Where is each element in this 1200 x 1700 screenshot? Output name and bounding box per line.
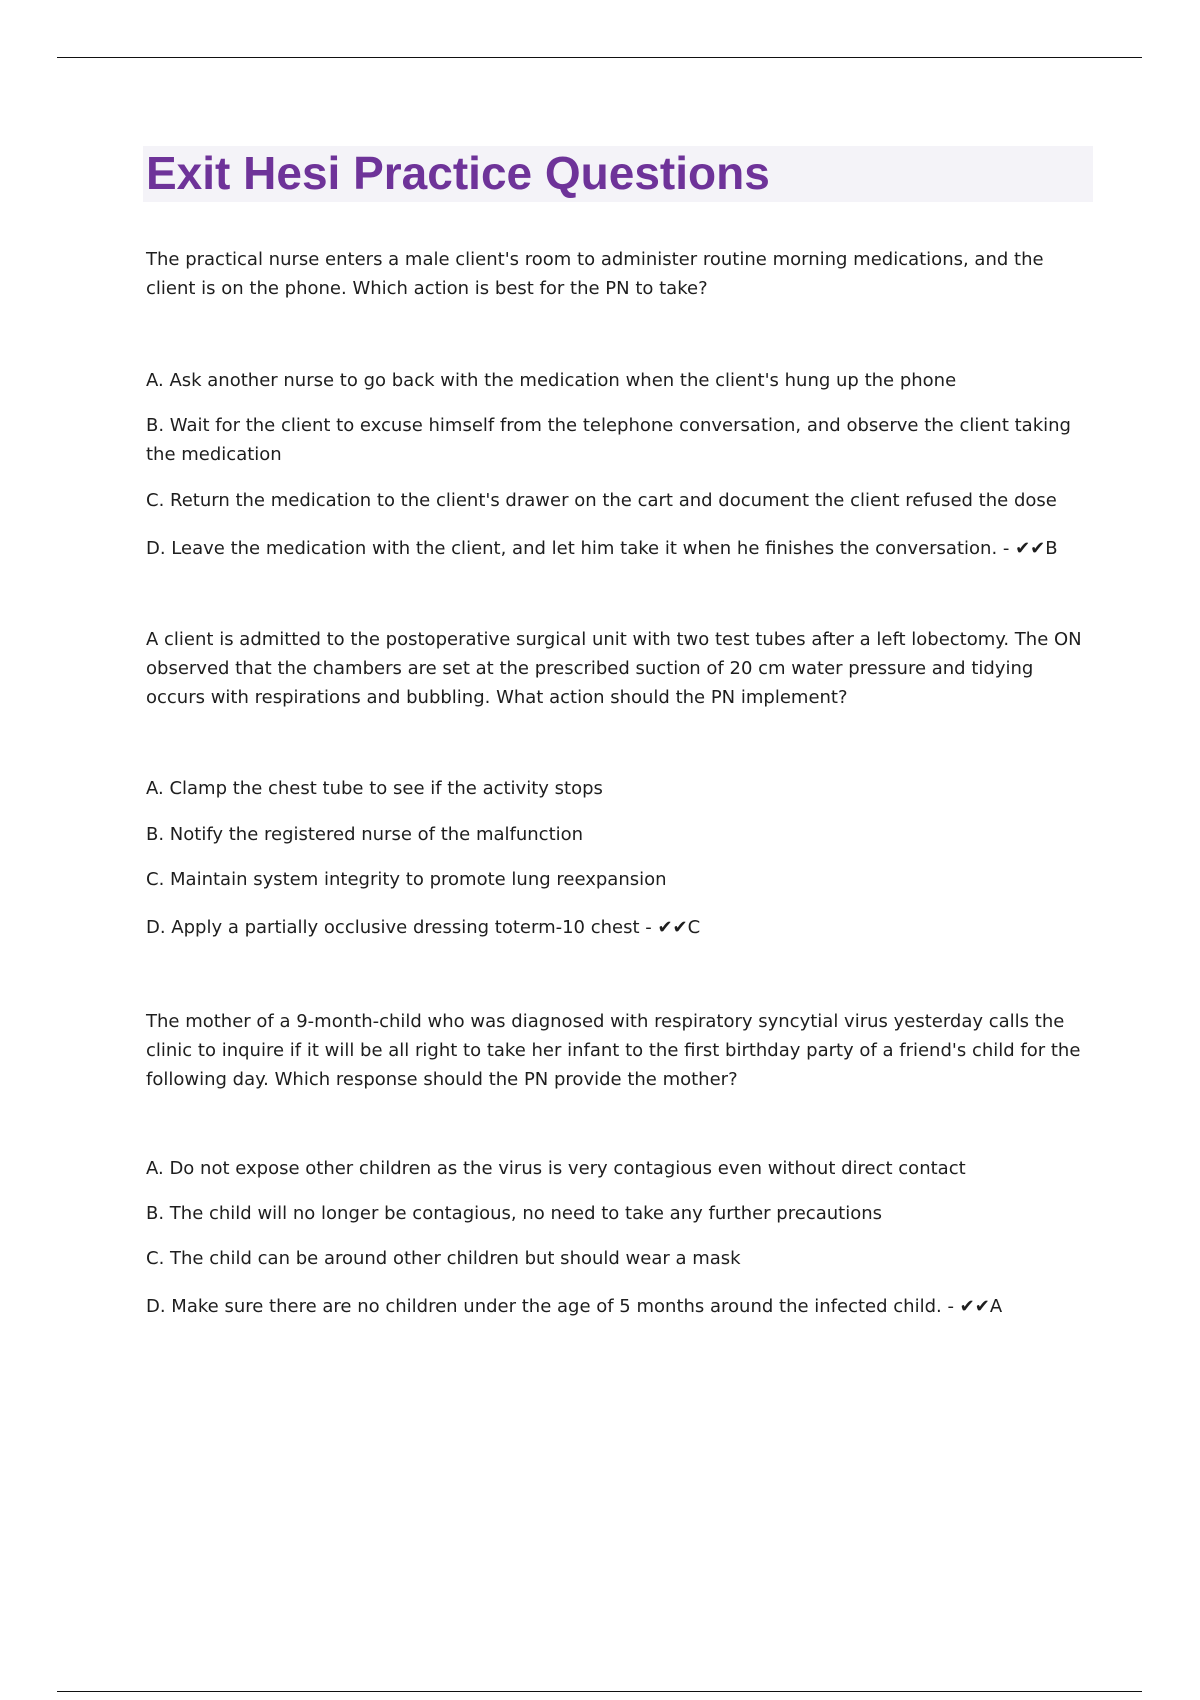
option-d-text: D. Leave the medication with the client, and let him take it when he finishes the conversation. - ✔✔B bbox=[146, 538, 1058, 559]
document-title: Exit Hesi Practice Questions bbox=[146, 147, 770, 199]
question-3-text: The mother of a 9-month-child who was diagnosed with respiratory syncytial virus yesterday calls the clinic to inquire if it will be all right to take her infant to the first birthday party of a friend's child for the following day. Which response should the PN provide the mother? bbox=[146, 1011, 1081, 1090]
question-3-option-d bbox=[146, 1292, 1096, 1321]
question-2-text-block bbox=[146, 625, 1096, 712]
question-1-option-b bbox=[146, 411, 1096, 469]
option-b-text: B. The child will no longer be contagious, no need to take any further precautions bbox=[146, 1203, 882, 1224]
option-b-text: B. Notify the registered nurse of the malfunction bbox=[146, 824, 584, 845]
question-1-text: The practical nurse enters a male client's room to administer routine morning medications, and the client is on the phone. Which action is best for the PN to take? bbox=[146, 249, 1044, 299]
question-2-option-c bbox=[146, 865, 1096, 894]
question-2-option-b bbox=[146, 820, 1096, 849]
question-3-option-b bbox=[146, 1199, 1096, 1228]
option-c-text: C. Return the medication to the client's drawer on the cart and document the client refused the dose bbox=[146, 490, 1057, 511]
header-rule bbox=[57, 57, 1142, 58]
question-3-option-a bbox=[146, 1154, 1096, 1183]
option-c-text: C. The child can be around other children but should wear a mask bbox=[146, 1248, 741, 1269]
question-3-option-c bbox=[146, 1244, 1096, 1273]
option-a-text: A. Ask another nurse to go back with the medication when the client's hung up the phone bbox=[146, 370, 957, 391]
footer-rule bbox=[57, 1691, 1142, 1692]
question-2-text: A client is admitted to the postoperative surgical unit with two test tubes after a left lobectomy. The ON observed that the chambers are set at the prescribed suction of 20 cm water pressure and tidying occurs with respirations and bubbling. What action should the PN implement? bbox=[146, 629, 1082, 708]
question-1-option-d bbox=[146, 534, 1096, 563]
question-1-option-a bbox=[146, 366, 1096, 395]
option-a-text: A. Do not expose other children as the virus is very contagious even without direct contact bbox=[146, 1158, 966, 1179]
question-3-text-block bbox=[146, 1007, 1096, 1094]
question-2-option-d bbox=[146, 913, 1096, 942]
option-d-text: D. Apply a partially occlusive dressing toterm-10 chest - ✔✔C bbox=[146, 917, 701, 938]
option-a-text: A. Clamp the chest tube to see if the activity stops bbox=[146, 778, 603, 799]
question-1-text-block bbox=[146, 245, 1096, 303]
question-1-option-c bbox=[146, 486, 1096, 515]
question-2-option-a bbox=[146, 774, 1096, 803]
option-d-text: D. Make sure there are no children under the age of 5 months around the infected child. - ✔✔A bbox=[146, 1296, 1003, 1317]
option-b-text: B. Wait for the client to excuse himself from the telephone conversation, and observe the client taking the medication bbox=[146, 415, 1071, 465]
option-c-text: C. Maintain system integrity to promote lung reexpansion bbox=[146, 869, 667, 890]
